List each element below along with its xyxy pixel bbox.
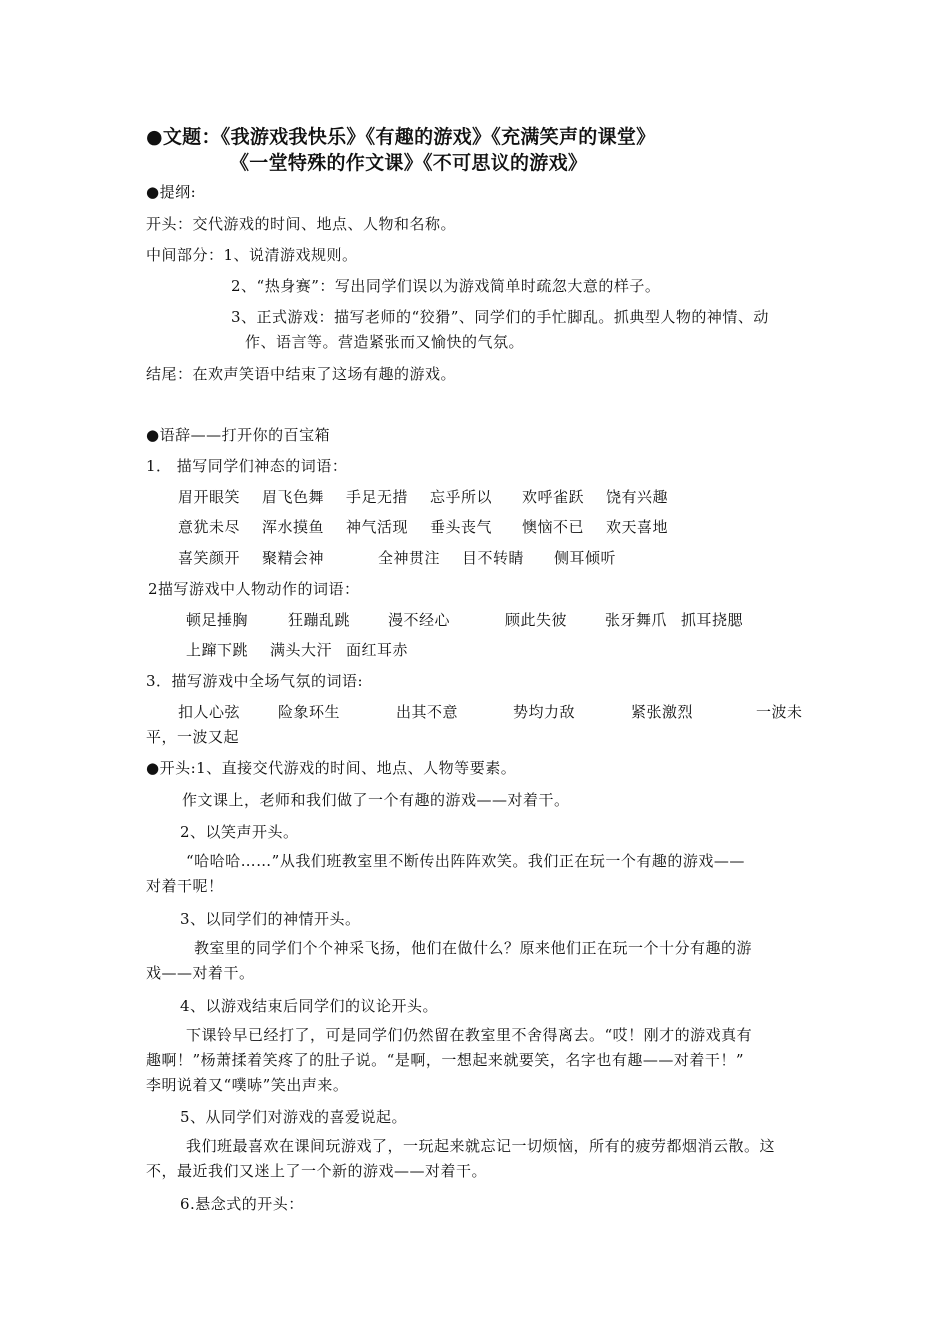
vocab-word: 险象环生 (278, 703, 341, 721)
vocab-word: 浑水摸鱼 (262, 518, 325, 536)
vocab-sec1-row3 (178, 548, 616, 568)
vocab-word: 顾此失彼 (505, 611, 568, 629)
outline-ending: 结尾：在欢声笑语中结束了这场有趣的游戏。 (146, 365, 457, 383)
opening-method-6-title: 6.悬念式的开头： (180, 1195, 304, 1213)
vocab-word: 欢呼雀跃 (522, 488, 585, 506)
vocab-word: 紧张激烈 (631, 703, 694, 721)
vocab-word: 意犹未尽 (178, 518, 241, 536)
opening-method-3-text-b: 戏——对着干。 (146, 964, 255, 982)
outline-middle-3b: 作、语言等。营造紧张而又愉快的气氛。 (245, 333, 525, 351)
opening-method-1-title: ●开头:1、直接交代游戏的时间、地点、人物等要素。 (146, 759, 517, 777)
vocab-word: 顿足捶胸 (186, 611, 249, 629)
vocab-word: 懊恼不已 (522, 518, 585, 536)
vocab-word: 目不转睛 (462, 549, 525, 567)
outline-heading: ●提纲: (146, 183, 197, 201)
opening-method-5-text-b: 不，最近我们又迷上了一个新的游戏——对着干。 (146, 1162, 488, 1180)
opening-method-4-text-b: 趣啊！”杨萧揉着笑疼了的肚子说。“是啊，一想起来就要笑，名字也有趣——对着干！” (146, 1051, 745, 1069)
vocab-sec3-title: 3．描写游戏中全场气氛的词语: (146, 672, 364, 690)
vocab-word: 侧耳倾听 (554, 549, 617, 567)
outline-middle-1: 中间部分：1、说清游戏规则。 (146, 246, 358, 264)
title-line-1: ●文题：《我游戏我快乐》《有趣的游戏》《充满笑声的课堂》 (146, 126, 656, 148)
outline-middle-2: 2、“热身赛”：写出同学们误以为游戏简单时疏忽大意的样子。 (231, 277, 661, 295)
opening-method-5-title: 5、从同学们对游戏的喜爱说起。 (180, 1108, 408, 1126)
vocab-word: 扣人心弦 (178, 703, 241, 721)
opening-method-1-text: 作文课上，老师和我们做了一个有趣的游戏——对着干。 (182, 791, 570, 809)
opening-method-4-text-a: 下课铃早已经打了，可是同学们仍然留在教室里不舍得离去。“哎！刚才的游戏真有 (186, 1026, 753, 1044)
vocab-word: 垂头丧气 (430, 518, 493, 536)
vocab-word: 神气活现 (346, 518, 409, 536)
vocab-word: 一波未 (756, 703, 803, 721)
opening-method-2-text-a: “哈哈哈……”从我们班教室里不断传出阵阵欢笑。我们正在玩一个有趣的游戏—— (186, 852, 745, 870)
vocab-sec2-title: 2描写游戏中人物动作的词语： (148, 580, 360, 598)
vocab-sec1-title: 1． 描写同学们神态的词语： (146, 457, 348, 475)
opening-method-3-title: 3、以同学们的神情开头。 (180, 910, 361, 928)
vocab-word: 眉飞色舞 (262, 488, 325, 506)
opening-method-2-text-b: 对着干呢！ (146, 877, 224, 895)
vocab-word: 眉开眼笑 (178, 488, 241, 506)
outline-middle-3a: 3、正式游戏：描写老师的“狡猾”、同学们的手忙脚乱。抓典型人物的神情、动 (231, 308, 769, 326)
opening-method-4-title: 4、以游戏结束后同学们的议论开头。 (180, 997, 439, 1015)
vocab-word: 饶有兴趣 (606, 488, 669, 506)
vocab-word: 手足无措 (346, 488, 409, 506)
vocab-sec2-row2 (186, 640, 408, 660)
vocab-sec3-row1 (178, 702, 803, 722)
vocab-word: 全神贯注 (378, 549, 441, 567)
outline-opening: 开头：交代游戏的时间、地点、人物和名称。 (146, 215, 457, 233)
vocab-sec1-row2 (178, 517, 668, 537)
opening-method-4-text-c: 李明说着又“噗哧”笑出声来。 (146, 1076, 349, 1094)
vocab-word: 抓耳挠腮 (681, 611, 744, 629)
vocab-word: 狂蹦乱跳 (288, 611, 351, 629)
vocab-sec1-row1 (178, 487, 668, 507)
vocab-word: 欢天喜地 (606, 518, 669, 536)
vocab-sec2-row1 (186, 610, 743, 630)
vocab-word: 上蹿下跳 (186, 641, 249, 659)
vocab-word: 喜笑颜开 (178, 549, 241, 567)
title-line-2: 《一堂特殊的作文课》《不可思议的游戏》 (230, 152, 588, 174)
vocab-word: 聚精会神 (262, 549, 325, 567)
vocab-word: 忘乎所以 (430, 488, 493, 506)
vocab-word: 满头大汗 (270, 641, 333, 659)
opening-method-2-title: 2、以笑声开头。 (180, 823, 299, 841)
vocab-word: 出其不意 (396, 703, 459, 721)
vocab-heading: ●语辞——打开你的百宝箱 (146, 426, 331, 444)
vocab-sec3-row2: 平，一波又起 (146, 728, 240, 746)
opening-method-5-text-a: 我们班最喜欢在课间玩游戏了，一玩起来就忘记一切烦恼，所有的疲劳都烟消云散。这 (186, 1137, 776, 1155)
vocab-word: 漫不经心 (388, 611, 451, 629)
vocab-word: 势均力敌 (513, 703, 576, 721)
vocab-word: 张牙舞爪 (605, 611, 668, 629)
opening-method-3-text-a: 教室里的同学们个个神采飞扬，他们在做什么？原来他们正在玩一个十分有趣的游 (194, 939, 753, 957)
vocab-word: 面红耳赤 (346, 641, 409, 659)
